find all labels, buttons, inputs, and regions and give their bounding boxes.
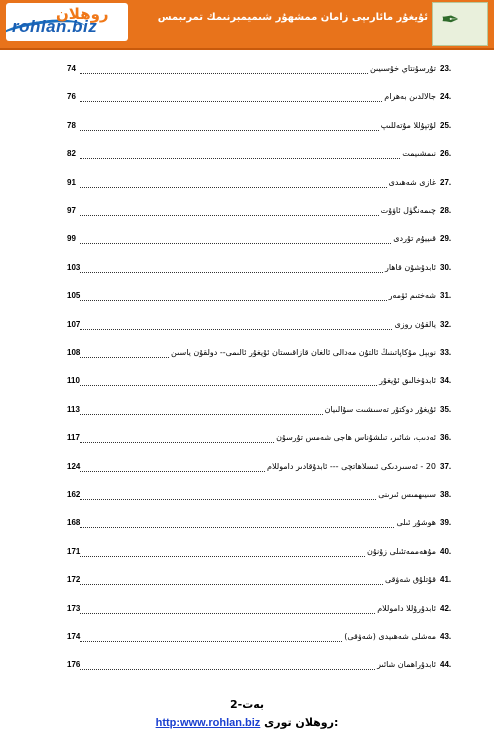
toc-title: ئۇيغۇر دوكتۇر تەسىشىت سۇالىيان <box>324 404 436 414</box>
toc-dot-leader <box>80 187 387 188</box>
toc-entry-number: 35. <box>440 404 452 414</box>
toc-entry-number: 36. <box>440 433 452 443</box>
toc-dot-leader <box>80 130 379 131</box>
site-footer <box>0 716 494 729</box>
toc-entry-number: 26. <box>440 149 452 159</box>
toc-title: ئابدۇراھمان شائىر <box>377 660 436 670</box>
toc-row[interactable] <box>0 462 494 480</box>
toc-page-number: 124 <box>67 461 81 471</box>
toc-entry-number: 34. <box>440 376 452 386</box>
toc-entry-number: 32. <box>440 319 452 329</box>
toc-dot-leader <box>80 215 379 216</box>
toc-row[interactable] <box>0 234 494 252</box>
toc-dot-leader <box>80 641 342 642</box>
toc-entry-number: 28. <box>440 206 452 215</box>
toc-title: شەختىم ئۆمەر <box>388 291 436 301</box>
toc-page-number: 82 <box>67 149 76 159</box>
toc-page-number: 110 <box>67 376 80 386</box>
toc-row[interactable] <box>0 632 494 650</box>
toc-entry-number: 43. <box>440 632 452 641</box>
toc-page-number: 168 <box>67 518 81 528</box>
toc-page-number: 173 <box>67 603 81 613</box>
toc-row[interactable] <box>0 660 494 678</box>
toc-title: نىمشىيمت <box>402 149 436 159</box>
toc-page-number: 117 <box>67 433 80 443</box>
toc-dot-leader <box>80 243 391 244</box>
toc-title: تۇرسۇنتاي خۇسىيىن <box>369 64 436 73</box>
toc-entry-number: 25. <box>440 120 452 130</box>
toc-dot-leader <box>80 329 392 330</box>
toc-title: ھوشۇر ئىلى <box>396 518 436 528</box>
toc-row[interactable] <box>0 263 494 281</box>
toc-dot-leader <box>80 527 394 528</box>
toc-row[interactable] <box>0 206 494 224</box>
toc-dot-leader <box>80 414 323 415</box>
toc-title: جالالدىن بەھرام <box>384 92 436 102</box>
toc-title: سىيىھمىس ئىرىنى <box>378 490 436 499</box>
toc-entry-number: 42. <box>440 603 452 613</box>
toc-page-number: 103 <box>67 262 81 272</box>
toc-title: لۇتپۇللا مۇتەللىپ <box>380 120 436 130</box>
toc-title: ئەدىب، شائىر، تىلشۇناس ھاجى شەمس تۇرسۇن <box>276 433 436 443</box>
toc-title: چىمەنگۈل ئاۋۇت <box>380 206 436 215</box>
toc-dot-leader <box>80 613 375 614</box>
toc-dot-leader <box>80 442 274 443</box>
toc-dot-leader <box>80 357 169 358</box>
toc-page-number: 105 <box>67 291 81 301</box>
toc-page-number: 176 <box>67 660 81 670</box>
rohlan-logo[interactable] <box>6 3 128 41</box>
toc-row[interactable] <box>0 604 494 622</box>
toc-page-number: 78 <box>67 120 76 130</box>
toc-row[interactable] <box>0 376 494 394</box>
toc-dot-leader <box>80 669 375 670</box>
toc-title: مۇھەممەتئىلى زۇنۇن <box>367 546 436 556</box>
toc-dot-leader <box>80 385 377 386</box>
toc-page-number: 99 <box>67 234 76 244</box>
toc-page-number: 91 <box>67 177 76 187</box>
site-label: روھلان تورى: <box>264 716 339 729</box>
toc-title: يالقۇن روزى <box>394 319 436 329</box>
toc-entry-number: 40. <box>440 546 452 556</box>
toc-row[interactable] <box>0 320 494 338</box>
toc-page-number: 113 <box>67 404 80 414</box>
toc-row[interactable] <box>0 518 494 536</box>
site-url-link[interactable]: http:www.rohlan.biz <box>155 717 261 729</box>
toc-page-number: 108 <box>67 348 81 357</box>
toc-dot-leader <box>80 101 382 102</box>
toc-entry-number: 37. <box>440 461 452 471</box>
toc-row[interactable] <box>0 547 494 565</box>
toc-row[interactable] <box>0 575 494 593</box>
toc-dot-leader <box>80 556 365 557</box>
toc-entry-number: 23. <box>440 64 452 73</box>
toc-page-number: 76 <box>67 92 76 102</box>
toc-entry-number: 24. <box>440 92 452 102</box>
toc-page-number: 97 <box>67 206 76 215</box>
toc-title: قىييۇم تۇردى <box>393 234 436 244</box>
toc-page-number: 107 <box>67 319 81 329</box>
toc-dot-leader <box>80 300 387 301</box>
toc-dot-leader <box>80 471 265 472</box>
toc-title: ئابدۇرۇللا داموللام <box>377 603 436 613</box>
toc-title: نوبېل مۇكاپاتىنىڭ ئالتۇن مەدالى ئالغان قازاقىستان ئۇيغۇر ئالىمى-- دولقۇن ياسىن <box>170 348 436 357</box>
toc-row[interactable] <box>0 121 494 139</box>
page-header <box>0 0 494 50</box>
toc-title: مەشلى شەھىيدى (شەۋقى) <box>344 632 436 641</box>
toc-row[interactable] <box>0 433 494 451</box>
calligraphy-logo <box>432 2 488 46</box>
toc-entry-number: 33. <box>440 348 452 357</box>
toc-entry-number: 30. <box>440 262 452 272</box>
toc-entry-number: 44. <box>440 660 452 670</box>
toc-page-number: 172 <box>67 575 81 585</box>
toc-title: ئابدۇخالىق ئۇيغۇر <box>379 376 436 386</box>
toc-row[interactable] <box>0 178 494 196</box>
toc-dot-leader <box>80 158 400 159</box>
toc-row[interactable] <box>0 490 494 508</box>
logo-latin-text: rohlan.biz <box>12 17 98 36</box>
toc-page-number: 74 <box>67 64 76 73</box>
toc-dot-leader <box>80 73 368 74</box>
toc-title: قۇتلۇق شەۋقى <box>384 575 436 585</box>
toc-row[interactable] <box>0 149 494 167</box>
toc-entry-number: 38. <box>440 490 452 499</box>
calligraphy-icon: ✒ <box>441 8 460 33</box>
toc-row[interactable] <box>0 64 494 82</box>
toc-entry-number: 29. <box>440 234 452 244</box>
toc-row[interactable] <box>0 291 494 309</box>
toc-title: غازى شەھىدى <box>388 177 436 187</box>
toc-row[interactable] <box>0 92 494 110</box>
logo-uyghur-text: روھلان <box>56 5 109 23</box>
toc-page-number: 162 <box>67 490 81 499</box>
toc-row[interactable] <box>0 405 494 423</box>
toc-row[interactable] <box>0 348 494 366</box>
toc-dot-leader <box>80 499 376 500</box>
header-title: ئۇيغۇر مائارىپى زامان ممشھۇر شىميمبرنىمك تمرىبمس <box>157 12 428 23</box>
toc-entry-number: 41. <box>440 575 452 585</box>
toc-page-number: 174 <box>67 632 81 641</box>
toc-dot-leader <box>80 584 383 585</box>
toc-title: ئابدۇشۇن قاھار <box>385 262 436 272</box>
page-number: 2-بەت <box>229 698 265 711</box>
toc-dot-leader <box>80 272 383 273</box>
toc-entry-number: 39. <box>440 518 452 528</box>
toc-title: 20 - ئەسىردىكى ئىسلاھاتچى --- ئابدۇقادىر داموللام <box>267 461 436 471</box>
toc-entry-number: 27. <box>440 177 452 187</box>
toc-page-number: 171 <box>67 546 81 556</box>
toc-entry-number: 31. <box>440 291 452 301</box>
